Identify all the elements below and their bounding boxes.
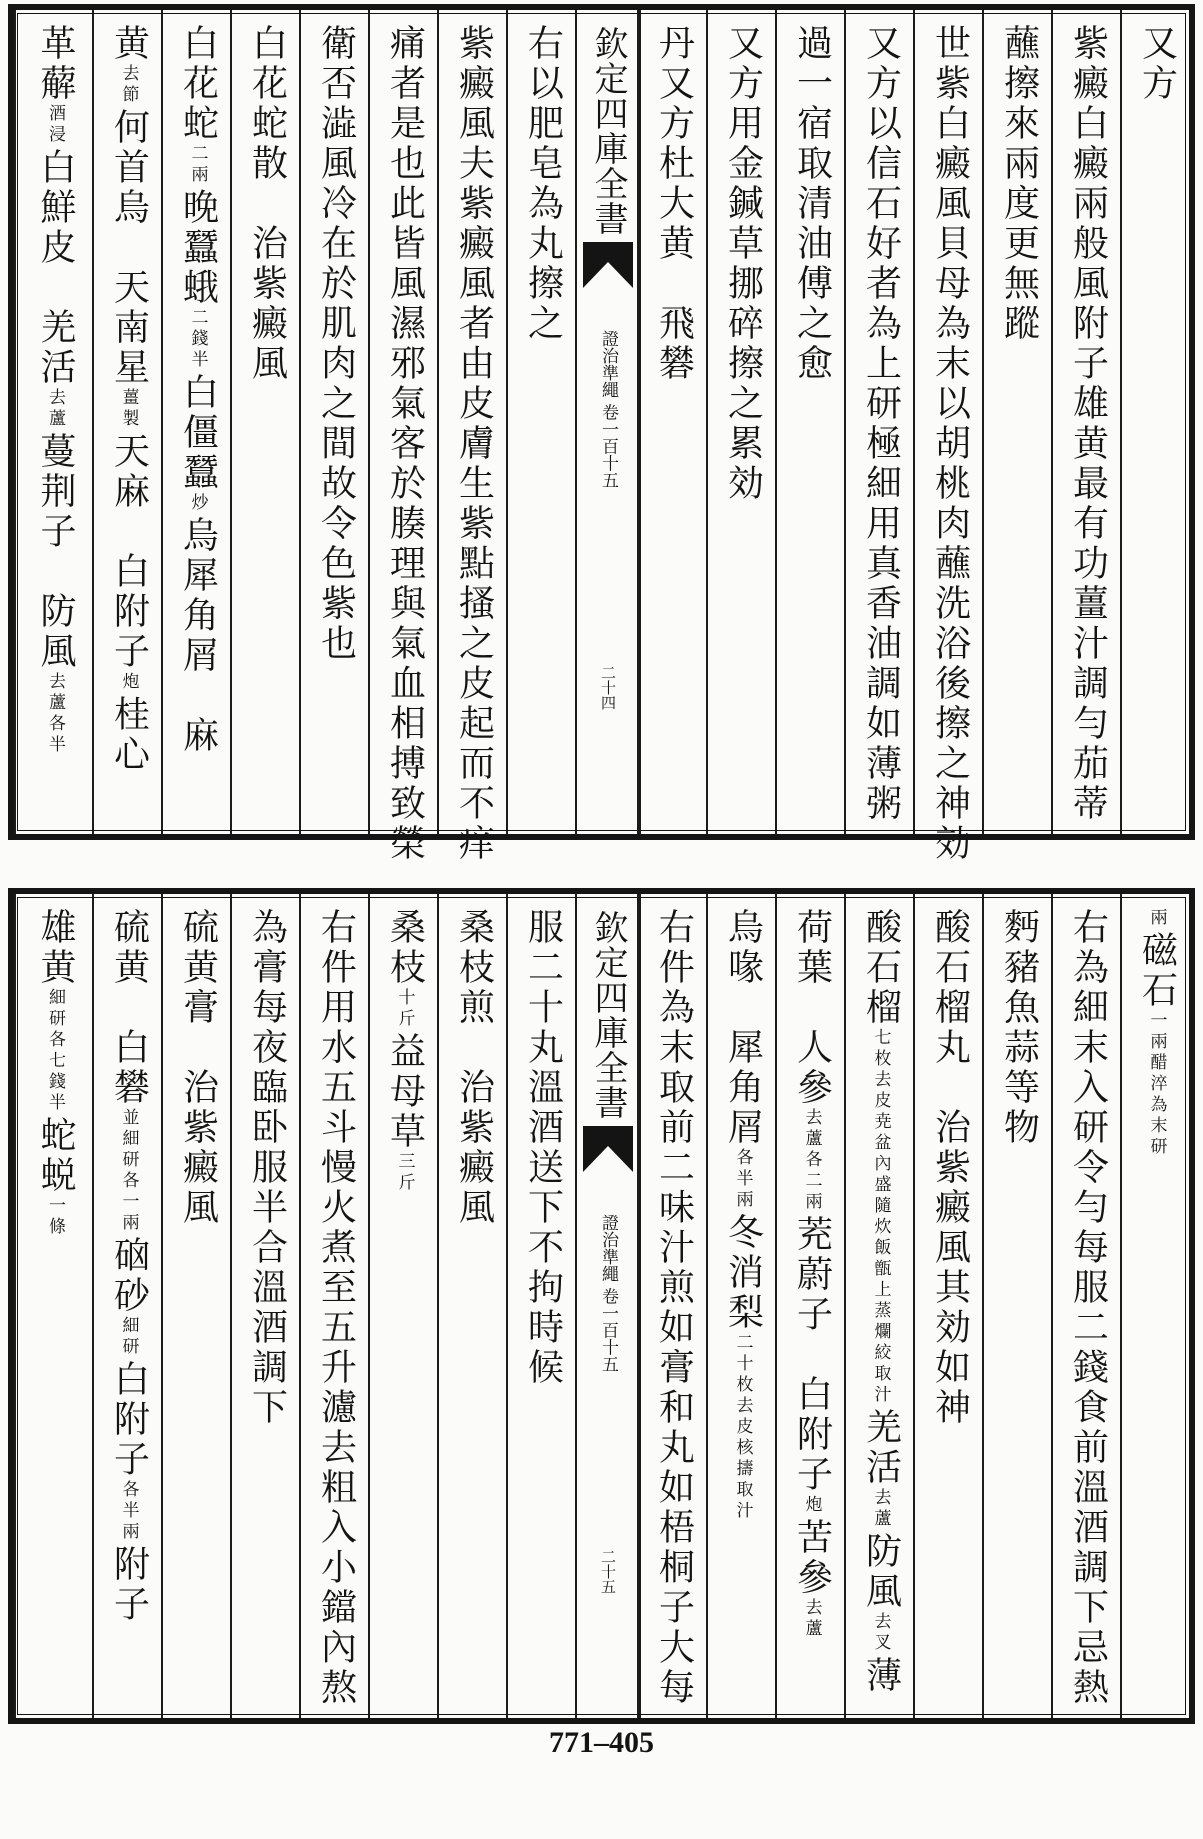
text-column — [368, 894, 439, 1718]
annotation-note: 細研各七錢半 — [45, 988, 65, 1114]
annotation-note: 去蘆 — [45, 388, 65, 430]
column-text: 又方以信石好者為上研極細用真香油調如薄粥 — [860, 24, 902, 824]
text-column — [14, 894, 94, 1718]
annotation-note: 去節 — [118, 64, 139, 106]
fishtail-mark-icon — [583, 1126, 633, 1172]
text-column — [1120, 894, 1191, 1718]
folio-number: 二十五 — [599, 1549, 617, 1594]
text-column — [1120, 10, 1191, 834]
annotation-note: 細研 — [118, 1316, 139, 1358]
column-text: 又方 — [1136, 24, 1178, 104]
main-text: 白花蛇 — [177, 24, 219, 144]
column-text: 丹又方杜大黄 飛礬 — [653, 24, 695, 384]
text-column — [706, 10, 777, 834]
text-column — [161, 10, 232, 834]
annotation-note: 一條 — [45, 1196, 65, 1238]
center-fold-column — [575, 10, 641, 834]
fishtail-mark-icon — [583, 242, 633, 288]
column-text: 右件為末取前二味汁煎如膏和丸如梧桐子大每 — [653, 908, 695, 1708]
column-text — [790, 908, 834, 1642]
text-column — [14, 10, 94, 834]
column-text — [859, 908, 903, 1696]
annotation-note: 去蘆各半 — [45, 672, 65, 756]
column-text: 服二十丸溫酒送下不拘時候 — [522, 908, 564, 1388]
text-column — [706, 894, 777, 1718]
annotation-note: 去蘆各二兩 — [801, 1108, 822, 1213]
main-text: 晚蠶蛾 — [177, 188, 219, 308]
text-column — [299, 10, 370, 834]
volume-label: 證治準繩 卷一百十五 — [598, 1214, 618, 1373]
main-text: 荷葉 人參 — [791, 908, 833, 1108]
text-column — [92, 10, 163, 834]
column-text: 衛否澁風冷在於肌肉之間故令色紫也 — [315, 24, 357, 664]
text-column — [844, 10, 915, 834]
main-text: 益母草 — [384, 1032, 426, 1152]
text-column — [982, 10, 1053, 834]
main-text: 蔓荆子 防風 — [35, 432, 76, 672]
column-text: 世紫白癜風貝母為末以胡桃肉蘸洗浴後擦之神効 — [929, 24, 971, 864]
main-text: 酸石榴 — [860, 908, 902, 1028]
bottom-page-panel — [8, 888, 1195, 1724]
main-text: 桂心 — [108, 695, 150, 775]
volume-label: 證治準繩 卷一百十五 — [598, 330, 618, 489]
main-text: 白鮮皮 羌活 — [35, 148, 76, 388]
text-column — [506, 10, 577, 834]
main-text: 防風 — [860, 1532, 902, 1612]
annotation-note: 並細研各一兩 — [118, 1108, 139, 1234]
text-column — [775, 894, 846, 1718]
annotation-note: 一兩醋淬為末研 — [1146, 1011, 1167, 1158]
column-text: 過一宿取清油傅之愈 — [791, 24, 833, 384]
annotation-note: 三斤 — [394, 1152, 415, 1194]
book-title: 欽定四庫全書 — [588, 910, 628, 1120]
main-text: 桑枝 — [384, 908, 426, 988]
annotation-note: 七枚去皮尭盆內盛隨炊飯甑上蒸爛絞取汁 — [870, 1028, 891, 1406]
text-column — [844, 894, 915, 1718]
annotation-note: 炮 — [801, 1495, 822, 1516]
column-text: 桑枝煎 治紫癜風 — [453, 908, 495, 1228]
main-text: 白僵蠶 — [177, 373, 219, 493]
column-text — [721, 908, 765, 1524]
main-text: 革薢 — [35, 24, 76, 104]
column-text — [33, 908, 77, 1240]
annotation-note: 兩 — [1146, 908, 1167, 929]
text-column — [775, 10, 846, 834]
column-text: 右為細末入研令勻每服二錢食前溫酒調下忌熱 — [1067, 908, 1109, 1708]
main-text: 何首烏 天南星 — [108, 108, 150, 388]
top-page-panel — [8, 4, 1195, 864]
main-text: 烏犀角屑 麻 — [177, 516, 219, 756]
column-text: 痛者是也此皆風濕邪氣客於腠理與氣血相搏致榮 — [384, 24, 426, 864]
main-text: 天麻 白附子 — [108, 432, 150, 672]
main-text: 茺蔚子 白附子 — [791, 1215, 833, 1495]
text-column — [368, 10, 439, 864]
text-column — [637, 894, 708, 1718]
column-text: 酸石榴丸 治紫癜風其効如神 — [929, 908, 971, 1428]
main-text: 冬消梨 — [722, 1213, 764, 1333]
main-text: 烏喙 犀角屑 — [722, 908, 764, 1148]
column-text — [33, 24, 77, 758]
annotation-note: 二十枚去皮核擣取汁 — [732, 1333, 753, 1522]
column-text: 右以肥皂為丸擦之 — [522, 24, 564, 344]
annotation-note: 炒 — [187, 493, 208, 514]
folio-number: 二十四 — [599, 665, 617, 710]
column-text: 硫黄膏 治紫癜風 — [177, 908, 219, 1228]
annotation-note: 十斤 — [394, 988, 415, 1030]
page-number: 771–405 — [549, 1726, 654, 1759]
column-text: 蘸擦來兩度更無蹤 — [998, 24, 1040, 344]
text-column — [913, 10, 984, 864]
annotation-note: 炮 — [118, 672, 139, 693]
column-text — [176, 24, 220, 756]
main-text: 雄黄 — [35, 908, 76, 988]
column-text: 為膏每夜臨卧服半合溫酒調下 — [246, 908, 288, 1428]
text-column — [230, 894, 301, 1718]
main-text: 薄 — [860, 1656, 902, 1696]
annotation-note: 去蘆 — [870, 1488, 891, 1530]
main-text: 黄 — [108, 24, 150, 64]
text-column — [1051, 10, 1122, 834]
text-column — [161, 894, 232, 1718]
text-column — [92, 894, 163, 1718]
main-text: 硇砂 — [108, 1236, 150, 1316]
column-text — [107, 908, 151, 1625]
center-fold-column — [575, 894, 641, 1718]
column-text: 麪豬魚蒜等物 — [998, 908, 1040, 1148]
text-column — [913, 894, 984, 1718]
main-text: 磁石 — [1136, 931, 1178, 1011]
text-column — [1051, 894, 1122, 1718]
main-text: 硫黄 白礬 — [108, 908, 150, 1108]
column-text — [383, 908, 427, 1196]
annotation-note: 去蘆 — [801, 1598, 822, 1640]
annotation-note: 各半兩 — [118, 1480, 139, 1543]
column-text: 又方用金鍼草挪碎擦之累効 — [722, 24, 764, 504]
annotation-note: 酒浸 — [45, 104, 65, 146]
annotation-note: 去叉 — [870, 1612, 891, 1654]
annotation-note: 薑製 — [118, 388, 139, 430]
main-text: 蛇蜕 — [35, 1116, 76, 1196]
text-column — [637, 10, 708, 834]
column-text: 紫癜風夫紫癜風者由皮膚生紫點搔之皮起而不痒 — [453, 24, 495, 864]
main-text: 附子 — [108, 1545, 150, 1625]
main-text: 羌活 — [860, 1408, 902, 1488]
text-column — [299, 894, 370, 1718]
column-text — [1135, 908, 1179, 1160]
main-text: 白附子 — [108, 1360, 150, 1480]
text-column — [437, 894, 508, 1718]
annotation-note: 二兩 — [187, 144, 208, 186]
text-column — [982, 894, 1053, 1718]
main-text: 苦參 — [791, 1518, 833, 1598]
text-column — [230, 10, 301, 834]
column-text: 白花蛇散 治紫癜風 — [246, 24, 288, 384]
column-text: 右件用水五斗慢火煮至五升濾去粗入小鐺內熬 — [315, 908, 357, 1708]
annotation-note: 二錢半 — [187, 308, 208, 371]
column-text: 紫癜白癜兩般風附子雄黄最有功薑汁調勻茄蒂 — [1067, 24, 1109, 824]
text-column — [437, 10, 508, 864]
text-column — [506, 894, 577, 1718]
book-title: 欽定四庫全書 — [588, 26, 628, 236]
annotation-note: 各半兩 — [732, 1148, 753, 1211]
column-text — [107, 24, 151, 775]
